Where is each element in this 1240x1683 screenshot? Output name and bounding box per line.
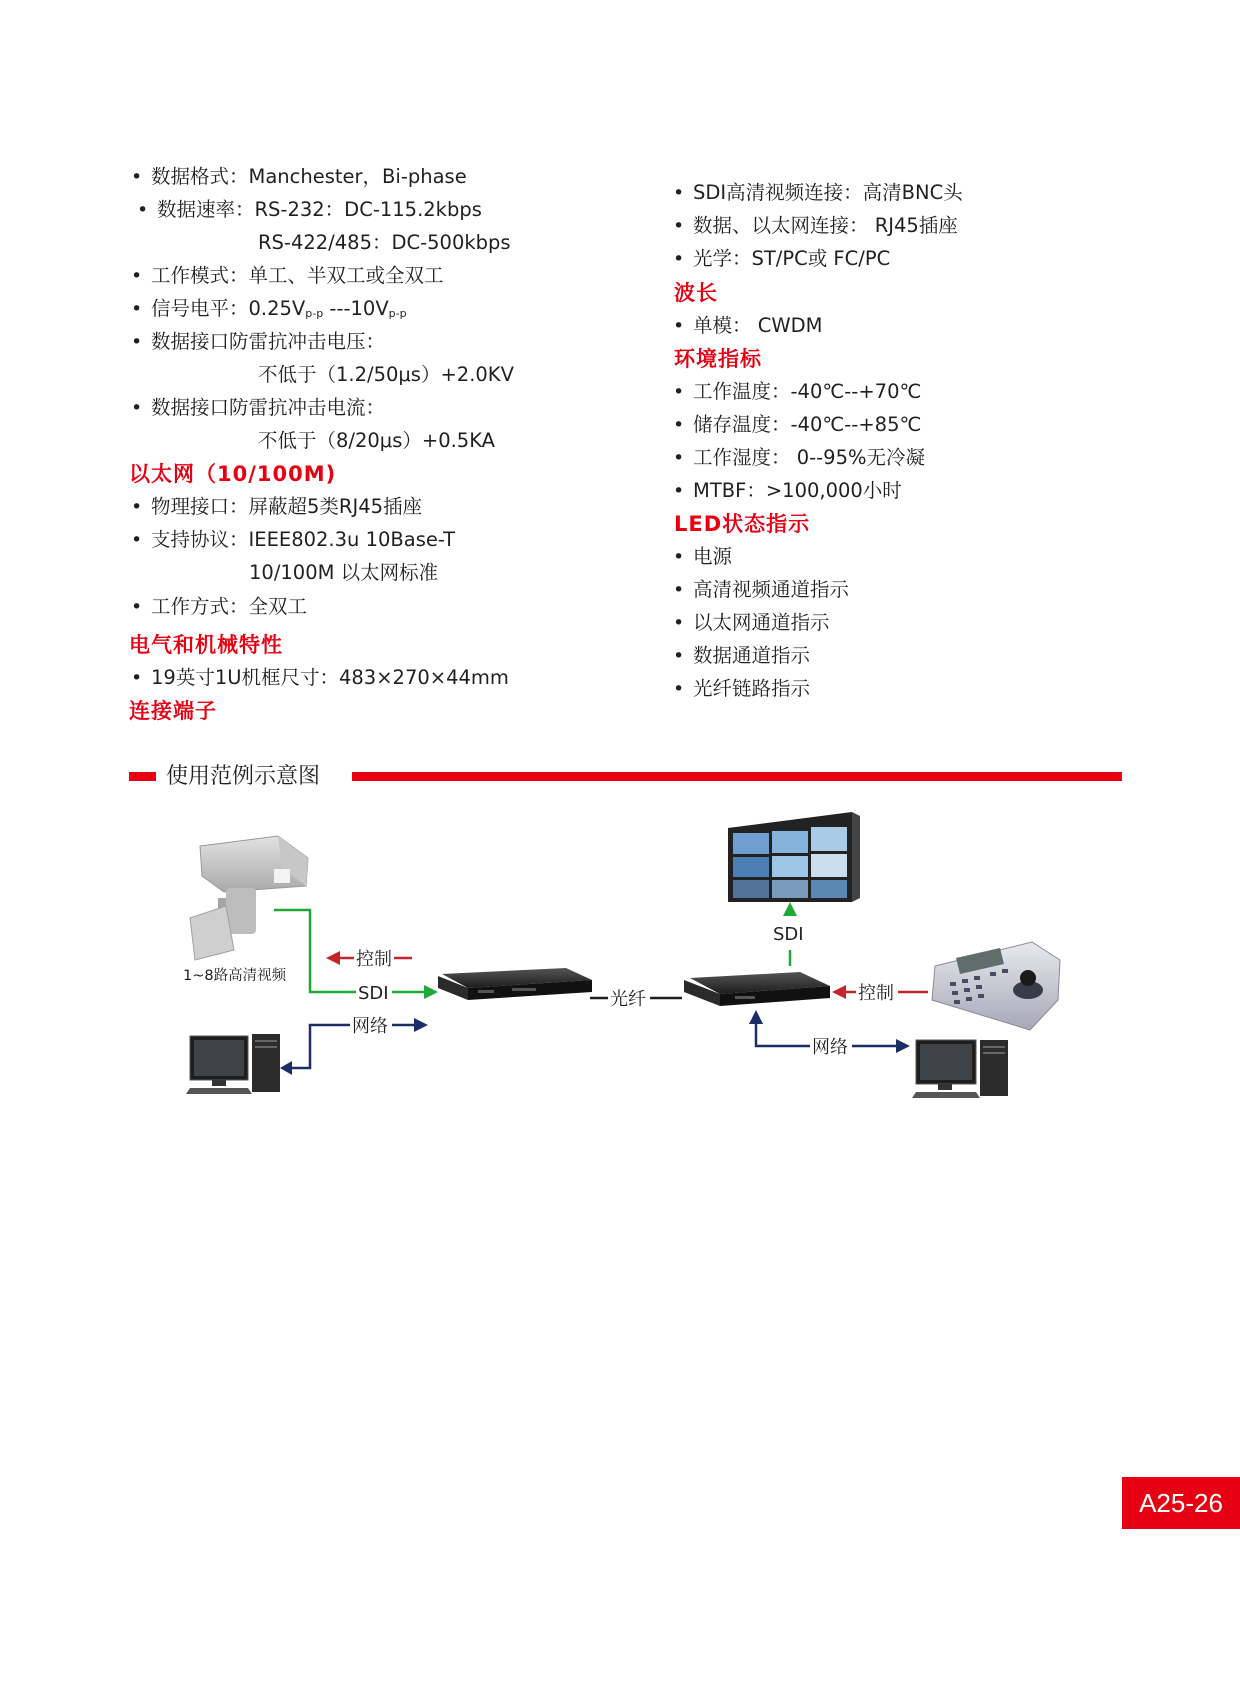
- page-number: A25-26: [1122, 1477, 1240, 1529]
- spec-humidity: • 工作湿度： 0--95%无冷凝: [693, 445, 925, 471]
- spec-data-rate: • 数据速率：RS-232：DC-115.2kbps: [157, 197, 482, 223]
- control-arrow-right-device-icon: [832, 985, 846, 999]
- led-item-hd-video: • 高清视频通道指示: [693, 577, 849, 603]
- sdi-line-camera: [274, 910, 430, 992]
- sdi-arrow-up-icon: [783, 902, 797, 916]
- ptz-keyboard-icon: [932, 942, 1060, 1030]
- hd-camera-icon: [190, 836, 308, 960]
- spec-surge-voltage-title: • 数据接口防雷抗冲击电压：: [151, 329, 385, 355]
- video-wall-icon: [728, 812, 860, 902]
- spec-optical: • 光学：ST/PC或 FC/PC: [693, 246, 890, 272]
- spec-protocol-2: 10/100M 以太网标准: [249, 561, 439, 584]
- spec-sdi-connect: • SDI高清视频连接：高清BNC头: [693, 180, 963, 206]
- network-arrow-left-icon: [280, 1061, 292, 1075]
- spec-data-rate-2: RS-422/485：DC-500kbps: [258, 231, 511, 254]
- banner-title: 使用范例示意图: [166, 764, 321, 789]
- network-arrow-up-icon: [749, 1010, 763, 1024]
- label-control-right: 控制: [858, 983, 894, 1004]
- spec-chassis: • 19英寸1U机框尺寸：483×270×44mm: [151, 665, 509, 691]
- network-arrow-right-icon: [414, 1018, 428, 1032]
- spec-protocol: • 支持协议：IEEE802.3u 10Base-T: [151, 527, 455, 553]
- spec-work-way: • 工作方式：全双工: [151, 594, 307, 620]
- spec-data-format: • 数据格式：Manchester，Bi-phase: [151, 164, 467, 190]
- spec-surge-current-title: • 数据接口防雷抗冲击电流：: [151, 395, 385, 421]
- camera-label: 1~8路高清视频: [183, 968, 287, 984]
- led-item-ethernet: • 以太网通道指示: [693, 610, 830, 636]
- spec-surge-current-value: 不低于（8/20μs）+0.5KA: [258, 429, 495, 452]
- spec-data-eth-connect: • 数据、以太网连接： RJ45插座: [693, 213, 958, 239]
- computer-icon-left: [186, 1034, 280, 1094]
- sdi-arrow-right-icon: [424, 985, 438, 999]
- heading-wavelength: 波长: [674, 281, 718, 305]
- spec-work-temp: • 工作温度：-40℃--+70℃: [693, 379, 921, 405]
- network-arrow-pc-icon: [896, 1039, 910, 1053]
- spec-single-mode: • 单模： CWDM: [693, 313, 822, 339]
- spec-surge-voltage-value: 不低于（1.2/50μs）+2.0KV: [258, 363, 514, 386]
- led-item-fiber-link: • 光纤链路指示: [693, 676, 810, 702]
- heading-terminal: 连接端子: [129, 699, 217, 723]
- label-network-right: 网络: [812, 1037, 848, 1058]
- heading-led-status: LED状态指示: [674, 512, 811, 536]
- spec-signal-level: • 信号电平：$0.25V_{p-p}$ $---10V_{p-p}$: [151, 296, 407, 327]
- spec-physical-port: • 物理接口：屏蔽超5类RJ45插座: [151, 494, 422, 520]
- spec-work-mode: • 工作模式：单工、半双工或全双工: [151, 263, 444, 289]
- optical-transmitter-icon: [438, 968, 592, 1000]
- led-item-power: • 电源: [693, 544, 732, 570]
- spec-store-temp: • 储存温度：-40℃--+85℃: [693, 412, 921, 438]
- optical-receiver-icon: [684, 972, 830, 1006]
- control-arrow-left-icon: [326, 951, 340, 965]
- label-sdi-left: SDI: [358, 983, 389, 1004]
- computer-icon-right: [912, 1040, 1008, 1098]
- heading-environment: 环境指标: [674, 347, 762, 371]
- heading-electrical-mechanical: 电气和机械特性: [129, 633, 283, 657]
- led-item-data: • 数据通道指示: [693, 643, 810, 669]
- label-fiber: 光纤: [610, 989, 646, 1010]
- heading-ethernet: 以太网（10/100M): [129, 462, 337, 486]
- label-control-left: 控制: [356, 949, 392, 970]
- label-sdi-wall: SDI: [773, 924, 804, 945]
- label-network-left: 网络: [352, 1016, 388, 1037]
- spec-mtbf: • MTBF：>100,000小时: [693, 478, 902, 504]
